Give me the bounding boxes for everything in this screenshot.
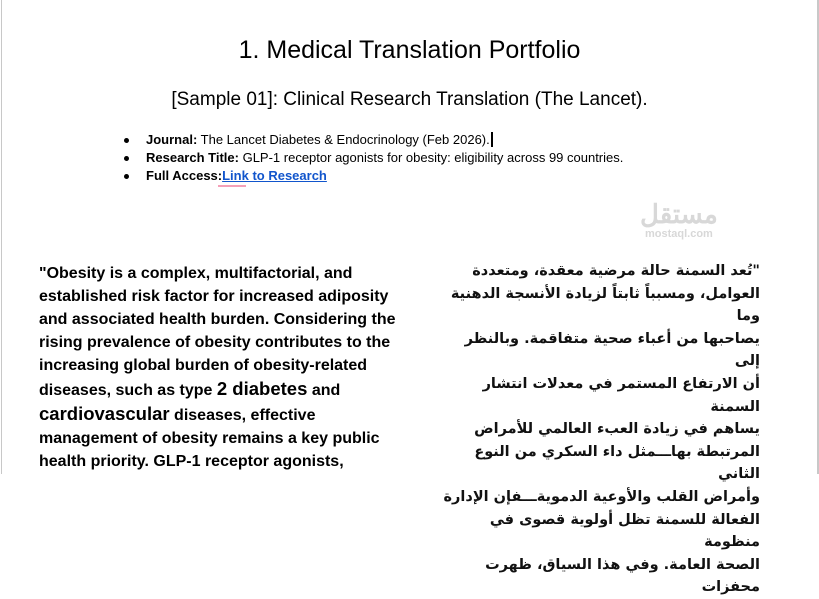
detail-full-access: Full Access:Link to Research (124, 167, 623, 185)
research-link[interactable]: Link to Research (222, 168, 327, 183)
page-edge-left (1, 0, 2, 474)
watermark-logo: مستقل mostaql.com (640, 199, 718, 240)
details-list (124, 131, 623, 185)
detail-journal: Journal: The Lancet Diabetes & Endocrinology (Feb 2026). (124, 131, 623, 149)
page-title: 1. Medical Translation Portfolio (238, 36, 581, 64)
arabic-paragraph: "تُعد السمنة حالة مرضية معقدة، ومتعددة العوامل، ومسبباً ثابتاً لزيادة الأنسجة الدهنية وما يصاحبها من أعباء صحية متفاقمة. وبالنظر إلى أن الارتفاع المستمر في معدلات انتشار السمنة يساهم في زيادة العبء العالمي للأمراض المرتبطة بهاـــمثل داء السكري من النوع الثاني وأمراض القلب والأوعية الدمويةـــفإن الإدارة الفعالة للسمنة تظل أولوية قصوى في منظومة الصحة العامة. وفي هذا السياق، ظهرت محفزات (443, 263, 760, 596)
detail-research-title: Research Title: GLP-1 receptor agonists for obesity: eligibility across 99 countries. (124, 149, 623, 167)
text-cursor (491, 132, 493, 147)
english-paragraph: "Obesity is a complex, multifactorial, and established risk factor for increased adiposity and associated health burden. Considering the rising prevalence of obesity contributes to the increasing global burden of obesity-related diseases, such as type 2 diabetes and cardiovascular diseases, effective management of obesity remains a key public health priority. GLP-1 receptor agonists, (39, 265, 396, 470)
sample-subtitle: [Sample 01]: Clinical Research Translation (The Lancet). (171, 89, 648, 110)
